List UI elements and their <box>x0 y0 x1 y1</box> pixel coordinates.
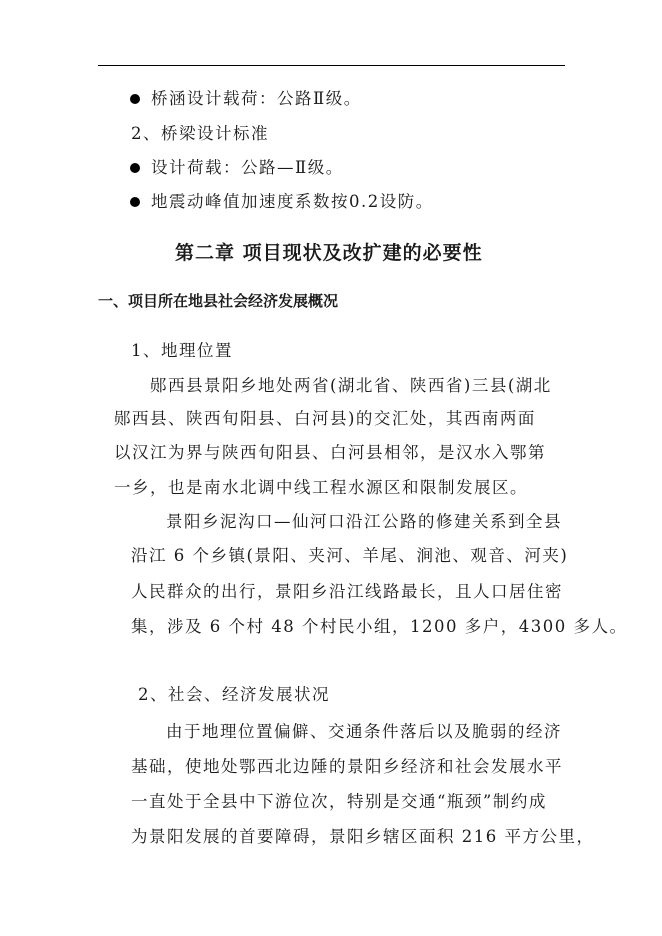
paragraph-line: 为景阳发展的首要障碍，景阳乡辖区面积 216 平方公里， <box>131 827 595 846</box>
paragraph-line: 郧西县景阳乡地处两省(湖北省、陕西省)三县(湖北 <box>150 376 552 395</box>
bullet-item: 桥涵设计载荷：公路Ⅱ级。 <box>151 89 362 108</box>
header-rule <box>98 65 565 66</box>
bullet-icon <box>130 197 140 207</box>
bullet-item: 地震动峰值加速度系数按0.2设防。 <box>151 192 434 211</box>
paragraph-line: 一直处于全县中下游位次，特别是交通“瓶颈”制约成 <box>131 792 547 811</box>
bullet-icon <box>130 163 140 173</box>
subsection-title: 2、社会、经济发展状况 <box>138 685 330 704</box>
paragraph-line: 集，涉及 6 个村 48 个村民小组，1200 多户，4300 多人。 <box>131 617 628 636</box>
subsection-title: 1、地理位置 <box>131 341 233 360</box>
bridge-standard-heading: 2、桥梁设计标准 <box>131 124 269 143</box>
paragraph-line: 沿江 6 个乡镇(景阳、夹河、羊尾、涧池、观音、河夹) <box>131 546 569 565</box>
bullet-item: 设计荷载：公路—Ⅱ级。 <box>151 158 344 177</box>
paragraph-line: 基础，使地处鄂西北边陲的景阳乡经济和社会发展水平 <box>131 757 563 776</box>
paragraph-line: 郧西县、陕西旬阳县、白河县)的交汇处，其西南两面 <box>114 409 536 428</box>
chapter-title: 第二章 项目现状及改扩建的必要性 <box>175 242 483 264</box>
paragraph-line: 由于地理位置偏僻、交通条件落后以及脆弱的经济 <box>166 722 562 741</box>
paragraph-line: 景阳乡泥沟口—仙河口沿江公路的修建关系到全县 <box>166 512 562 531</box>
bullet-icon <box>130 94 140 104</box>
paragraph-line: 人民群众的出行，景阳乡沿江线路最长，且人口居住密 <box>131 582 563 601</box>
paragraph-line: 以汉江为界与陕西旬阳县、白河县相邻，是汉水入鄂第 <box>114 443 546 462</box>
section-title: 一、项目所在地县社会经济发展概况 <box>98 292 339 310</box>
paragraph-line: 一乡，也是南水北调中线工程水源区和限制发展区。 <box>114 478 528 497</box>
